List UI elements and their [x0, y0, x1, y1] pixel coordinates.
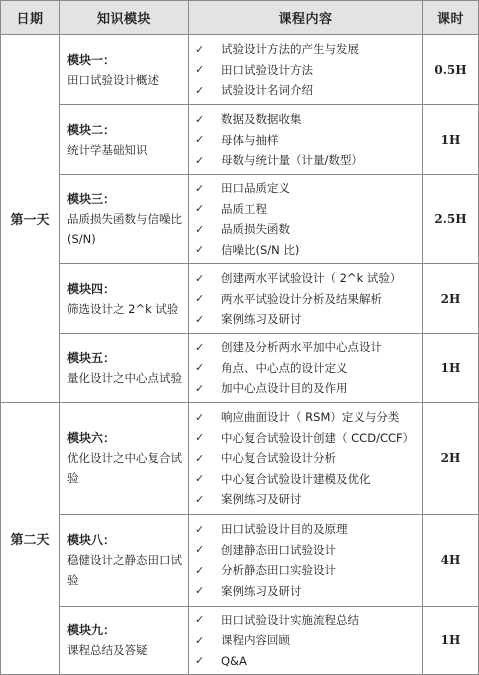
checkmark-icon: ✓ — [195, 63, 205, 76]
module-title: 模块四： — [67, 281, 116, 296]
module-cell — [60, 105, 189, 175]
item-text: 中心复合试验设计分析 — [221, 451, 336, 465]
content-list — [195, 178, 418, 260]
checkmark-icon: ✓ — [195, 633, 205, 647]
list-item — [195, 489, 418, 510]
list-item — [195, 407, 418, 428]
content-cell — [189, 175, 423, 264]
item-text: Q&A — [221, 653, 247, 668]
list-item — [195, 519, 418, 540]
list-item — [195, 337, 418, 358]
checkmark-icon: ✓ — [195, 292, 205, 305]
item-text: 田口试验设计实施流程总结 — [221, 612, 359, 627]
item-text: 案例练习及研讨 — [221, 583, 302, 598]
item-text: 品质工程 — [221, 201, 267, 216]
content-cell — [189, 334, 423, 403]
list-item — [195, 39, 418, 60]
checkmark-icon: ✓ — [195, 472, 205, 485]
checkmark-icon: ✓ — [195, 202, 205, 216]
checkmark-icon: ✓ — [195, 340, 205, 354]
module-description: 筛选设计之 2^k 试验 — [67, 301, 179, 316]
item-text: 田口试验设计目的及原理 — [221, 522, 348, 537]
item-text: 品质损失函数 — [221, 222, 290, 237]
checkmark-icon: ✓ — [195, 543, 205, 557]
header-day: 日期 — [1, 1, 60, 35]
checkmark-icon: ✓ — [195, 112, 205, 126]
checkmark-icon: ✓ — [195, 451, 205, 465]
list-item — [195, 610, 418, 631]
list-item — [195, 288, 418, 309]
checkmark-icon: ✓ — [195, 381, 205, 395]
header-hours: 课时 — [423, 1, 479, 35]
list-item — [195, 178, 418, 199]
item-text: 中心复合试验设计建模及优化 — [221, 471, 371, 486]
module-cell — [60, 402, 189, 514]
list-item — [195, 427, 418, 448]
list-item — [195, 630, 418, 651]
checkmark-icon: ✓ — [195, 271, 205, 285]
module-description: 统计学基础知识 — [67, 142, 148, 157]
list-item — [195, 560, 418, 581]
content-cell — [189, 514, 423, 606]
list-item — [195, 219, 418, 240]
content-list — [195, 268, 418, 330]
header-content: 课程内容 — [189, 1, 423, 35]
checkmark-icon: ✓ — [195, 431, 205, 444]
list-item — [195, 309, 418, 330]
module-description: 优化设计之中心复合试验 — [67, 451, 182, 485]
content-list — [195, 519, 418, 601]
item-text: 母体与抽样 — [221, 132, 279, 147]
item-text: 角点、中心点的设计定义 — [221, 360, 348, 375]
checkmark-icon: ✓ — [195, 153, 205, 167]
module-title: 模块九： — [67, 623, 116, 638]
list-item — [195, 651, 418, 672]
list-item — [195, 268, 418, 289]
module-cell — [60, 606, 189, 675]
checkmark-icon: ✓ — [195, 522, 205, 536]
item-text: 数据及数据收集 — [221, 112, 302, 126]
content-cell — [189, 35, 423, 105]
list-item — [195, 80, 418, 101]
list-item — [195, 581, 418, 602]
module-title: 模块二： — [67, 122, 116, 137]
list-item — [195, 358, 418, 379]
item-text: 试验设计方法的产生与发展 — [221, 42, 359, 56]
module-description: 量化设计之中心点试验 — [67, 370, 182, 385]
content-list — [195, 407, 418, 510]
item-text: 创建静态田口试验设计 — [221, 542, 336, 557]
header-module: 知识模块 — [60, 1, 189, 35]
list-item — [195, 199, 418, 220]
content-list — [195, 39, 418, 101]
module-title: 模块六： — [67, 431, 116, 445]
content-list — [195, 109, 418, 171]
hours-cell: 2.5H — [423, 175, 479, 264]
table-row — [1, 35, 479, 105]
item-text: 案例练习及研讨 — [221, 312, 302, 326]
checkmark-icon: ✓ — [195, 410, 205, 424]
hours-cell: 0.5H — [423, 35, 479, 105]
module-description: 课程总结及答疑 — [67, 643, 148, 658]
item-text: 分析静态田口实验设计 — [221, 563, 336, 578]
content-list — [195, 610, 418, 672]
hours-cell: 1H — [423, 334, 479, 403]
module-title: 模块五： — [67, 350, 116, 365]
checkmark-icon: ✓ — [195, 83, 205, 97]
item-text: 课程内容回顾 — [221, 633, 290, 648]
module-description: 品质损失函数与信噪比(S/N) — [67, 212, 182, 246]
content-cell — [189, 606, 423, 675]
item-text: 试验设计名词介绍 — [221, 83, 313, 97]
item-text: 响应曲面设计（ RSM）定义与分类 — [221, 410, 400, 424]
table-row — [1, 264, 479, 334]
table-row — [1, 334, 479, 403]
content-cell — [189, 264, 423, 334]
table-row — [1, 402, 479, 514]
hours-cell: 4H — [423, 514, 479, 606]
list-item — [195, 448, 418, 469]
item-text: 创建及分析两水平加中心点设计 — [221, 340, 382, 355]
checkmark-icon: ✓ — [195, 613, 205, 627]
hours-cell: 2H — [423, 402, 479, 514]
content-list — [195, 337, 418, 399]
table-row — [1, 514, 479, 606]
module-description: 稳健设计之静态田口试验 — [67, 553, 182, 587]
checkmark-icon: ✓ — [195, 361, 205, 375]
checkmark-icon: ✓ — [195, 312, 205, 326]
table-row — [1, 175, 479, 264]
checkmark-icon: ✓ — [195, 133, 205, 146]
checkmark-icon: ✓ — [195, 492, 205, 506]
checkmark-icon: ✓ — [195, 243, 205, 257]
item-text: 信噪比(S/N 比) — [221, 242, 300, 257]
item-text: 加中心点设计目的及作用 — [221, 381, 348, 396]
list-item — [195, 150, 418, 171]
item-text: 母数与统计量（计量/数型） — [221, 153, 363, 167]
table-row — [1, 105, 479, 175]
module-cell — [60, 514, 189, 606]
item-text: 两水平试验设计分析及结果解析 — [221, 291, 382, 306]
module-title: 模块八： — [67, 533, 116, 547]
checkmark-icon: ✓ — [195, 563, 205, 577]
module-cell — [60, 334, 189, 403]
item-text: 中心复合试验设计创建（ CCD/CCF） — [221, 430, 415, 445]
checkmark-icon: ✓ — [195, 584, 205, 598]
list-item — [195, 378, 418, 399]
hours-cell: 1H — [423, 105, 479, 175]
module-title: 模块一： — [67, 52, 116, 67]
item-text: 案例练习及研讨 — [221, 492, 302, 506]
day-2-cell: 第二天 — [1, 402, 60, 675]
module-description: 田口试验设计概述 — [67, 72, 159, 87]
list-item — [195, 129, 418, 150]
module-cell — [60, 175, 189, 264]
hours-cell: 1H — [423, 606, 479, 675]
content-cell — [189, 402, 423, 514]
checkmark-icon: ✓ — [195, 222, 205, 236]
checkmark-icon: ✓ — [195, 181, 205, 195]
day-1-cell: 第一天 — [1, 35, 60, 403]
schedule-body — [1, 35, 479, 675]
hours-cell: 2H — [423, 264, 479, 334]
module-cell — [60, 264, 189, 334]
header-row — [1, 1, 479, 35]
list-item — [195, 109, 418, 130]
list-item — [195, 59, 418, 80]
item-text: 创建两水平试验设计（ 2^k 试验） — [221, 271, 402, 285]
module-cell — [60, 35, 189, 105]
list-item — [195, 468, 418, 489]
item-text: 田口品质定义 — [221, 181, 290, 196]
checkmark-icon: ✓ — [195, 42, 205, 56]
list-item — [195, 540, 418, 561]
list-item — [195, 240, 418, 261]
item-text: 田口试验设计方法 — [221, 62, 313, 77]
module-title: 模块三： — [67, 192, 116, 206]
checkmark-icon: ✓ — [195, 654, 205, 668]
table-row — [1, 606, 479, 675]
content-cell — [189, 105, 423, 175]
